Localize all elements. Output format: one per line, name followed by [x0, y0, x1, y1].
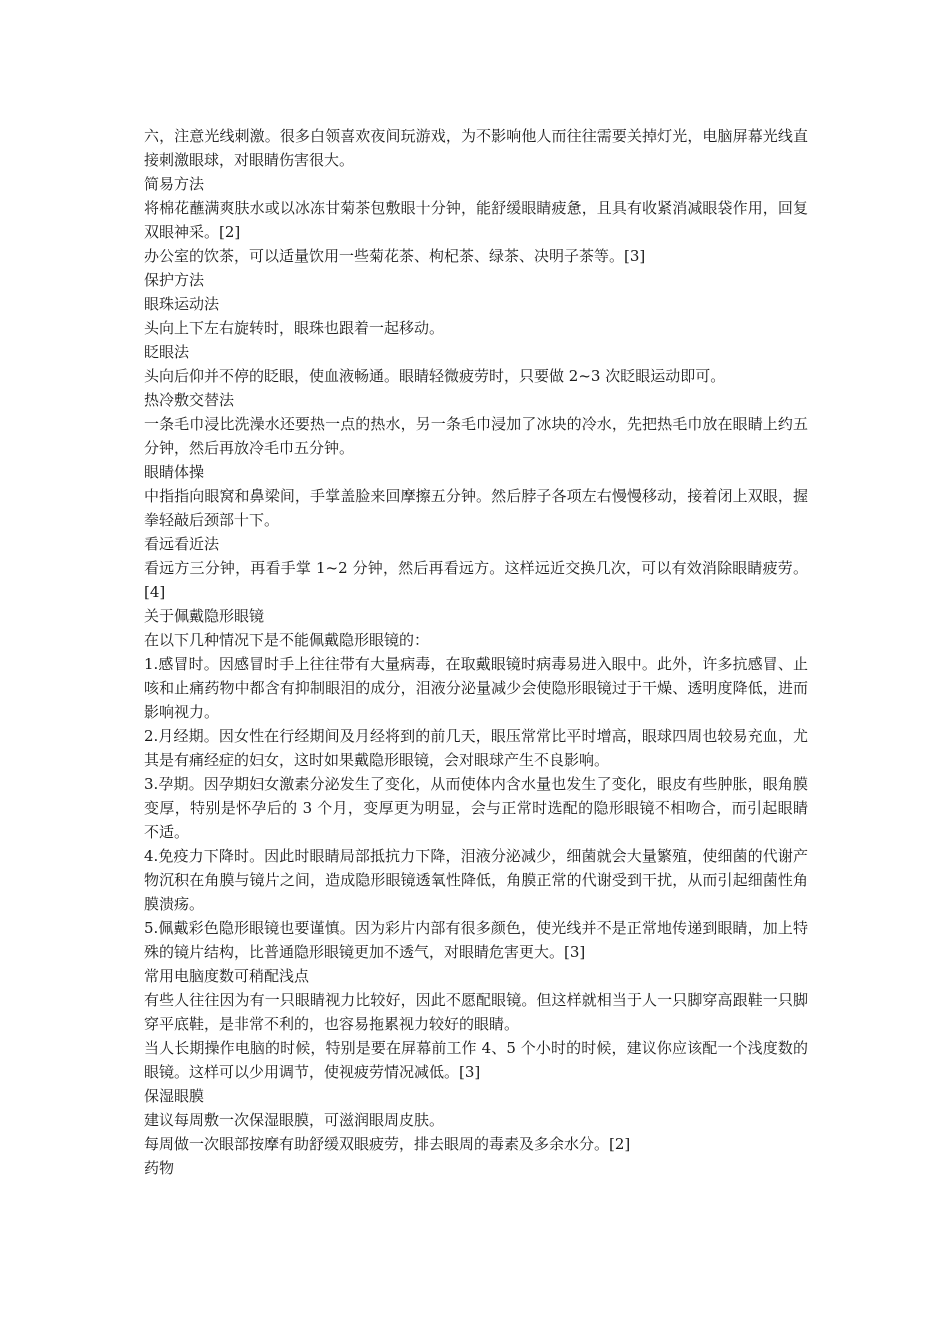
paragraph: 每周做一次眼部按摩有助舒缓双眼疲劳，排去眼周的毒素及多余水分。[2] [144, 1135, 631, 1153]
list-item: 1.感冒时。因感冒时手上往往带有大量病毒，在取戴眼镜时病毒易进入眼中。此外，许多抗感冒、止咳和止痛药物中都含有抑制眼泪的成分，泪液分泌量减少会使隐形眼镜过于干燥、透明度降低，进而影响视力。 [144, 655, 808, 721]
section-heading: 眼睛体操 [144, 463, 205, 481]
section-heading: 关于佩戴隐形眼镜 [144, 607, 265, 625]
list-item: 2.月经期。因女性在行经期间及月经将到的前几天，眼压常常比平时增高，眼球四周也较易充血，尤其是有痛经症的妇女，这时如果戴隐形眼镜，会对眼球产生不良影响。 [144, 727, 808, 769]
paragraph: 一条毛巾浸比洗澡水还要热一点的热水，另一条毛巾浸加了冰块的冷水，先把热毛巾放在眼睛上约五分钟，然后再放冷毛巾五分钟。 [144, 415, 808, 457]
list-item: 3.孕期。因孕期妇女激素分泌发生了变化，从而使体内含水量也发生了变化，眼皮有些肿胀，眼角膜变厚，特别是怀孕后的 3 个月，变厚更为明显，会与正常时选配的隐形眼镜不相吻合，而引起眼睛不适。 [144, 775, 808, 841]
section-heading: 常用电脑度数可稍配浅点 [144, 967, 310, 985]
paragraph: 建议每周敷一次保湿眼膜，可滋润眼周皮肤。 [144, 1111, 445, 1129]
paragraph: 六，注意光线刺激。很多白领喜欢夜间玩游戏，为不影响他人而往往需要关掉灯光，电脑屏幕光线直接刺激眼球，对眼睛伤害很大。 [144, 127, 808, 169]
paragraph: 头向后仰并不停的眨眼，使血液畅通。眼睛轻微疲劳时，只要做 2~3 次眨眼运动即可。 [144, 367, 726, 385]
section-heading: 眨眼法 [144, 343, 190, 361]
paragraph: 头向上下左右旋转时，眼珠也跟着一起移动。 [144, 319, 445, 337]
section-heading: 简易方法 [144, 175, 205, 193]
paragraph: 有些人往往因为有一只眼睛视力比较好，因此不愿配眼镜。但这样就相当于人一只脚穿高跟鞋一只脚穿平底鞋，是非常不利的，也容易拖累视力较好的眼睛。 [144, 991, 808, 1033]
document-page [144, 124, 808, 1180]
list-item: 5.佩戴彩色隐形眼镜也要谨慎。因为彩片内部有很多颜色，使光线并不是正常地传递到眼睛，加上特殊的镜片结构，比普通隐形眼镜更加不透气，对眼睛危害更大。[3] [144, 919, 808, 961]
paragraph: 中指指向眼窝和鼻梁间，手掌盖脸来回摩擦五分钟。然后脖子各项左右慢慢移动，接着闭上双眼，握拳轻敲后颈部十下。 [144, 487, 808, 529]
paragraph: 看远方三分钟，再看手掌 1~2 分钟，然后再看远方。这样远近交换几次，可以有效消除眼睛疲劳。[4] [144, 559, 808, 601]
paragraph: 当人长期操作电脑的时候，特别是要在屏幕前工作 4、5 个小时的时候，建议你应该配一个浅度数的眼镜。这样可以少用调节，使视疲劳情况减低。[3] [144, 1039, 808, 1081]
section-heading: 热冷敷交替法 [144, 391, 235, 409]
paragraph: 将棉花蘸满爽肤水或以冰冻甘菊茶包敷眼十分钟，能舒缓眼睛疲惫，且具有收紧消减眼袋作用，回复双眼神采。[2] [144, 199, 808, 241]
section-heading: 保护方法 [144, 271, 205, 289]
paragraph: 在以下几种情况下是不能佩戴隐形眼镜的： [144, 631, 430, 649]
section-heading: 眼珠运动法 [144, 295, 220, 313]
paragraph: 办公室的饮茶，可以适量饮用一些菊花茶、枸杞茶、绿茶、决明子茶等。[3] [144, 247, 646, 265]
list-item: 4.免疫力下降时。因此时眼睛局部抵抗力下降，泪液分泌减少，细菌就会大量繁殖，使细菌的代谢产物沉积在角膜与镜片之间，造成隐形眼镜透氧性降低，角膜正常的代谢受到干扰，从而引起细菌性角膜溃疡。 [144, 847, 808, 913]
section-heading: 看远看近法 [144, 535, 220, 553]
section-heading: 保湿眼膜 [144, 1087, 205, 1105]
section-heading: 药物 [144, 1159, 175, 1177]
